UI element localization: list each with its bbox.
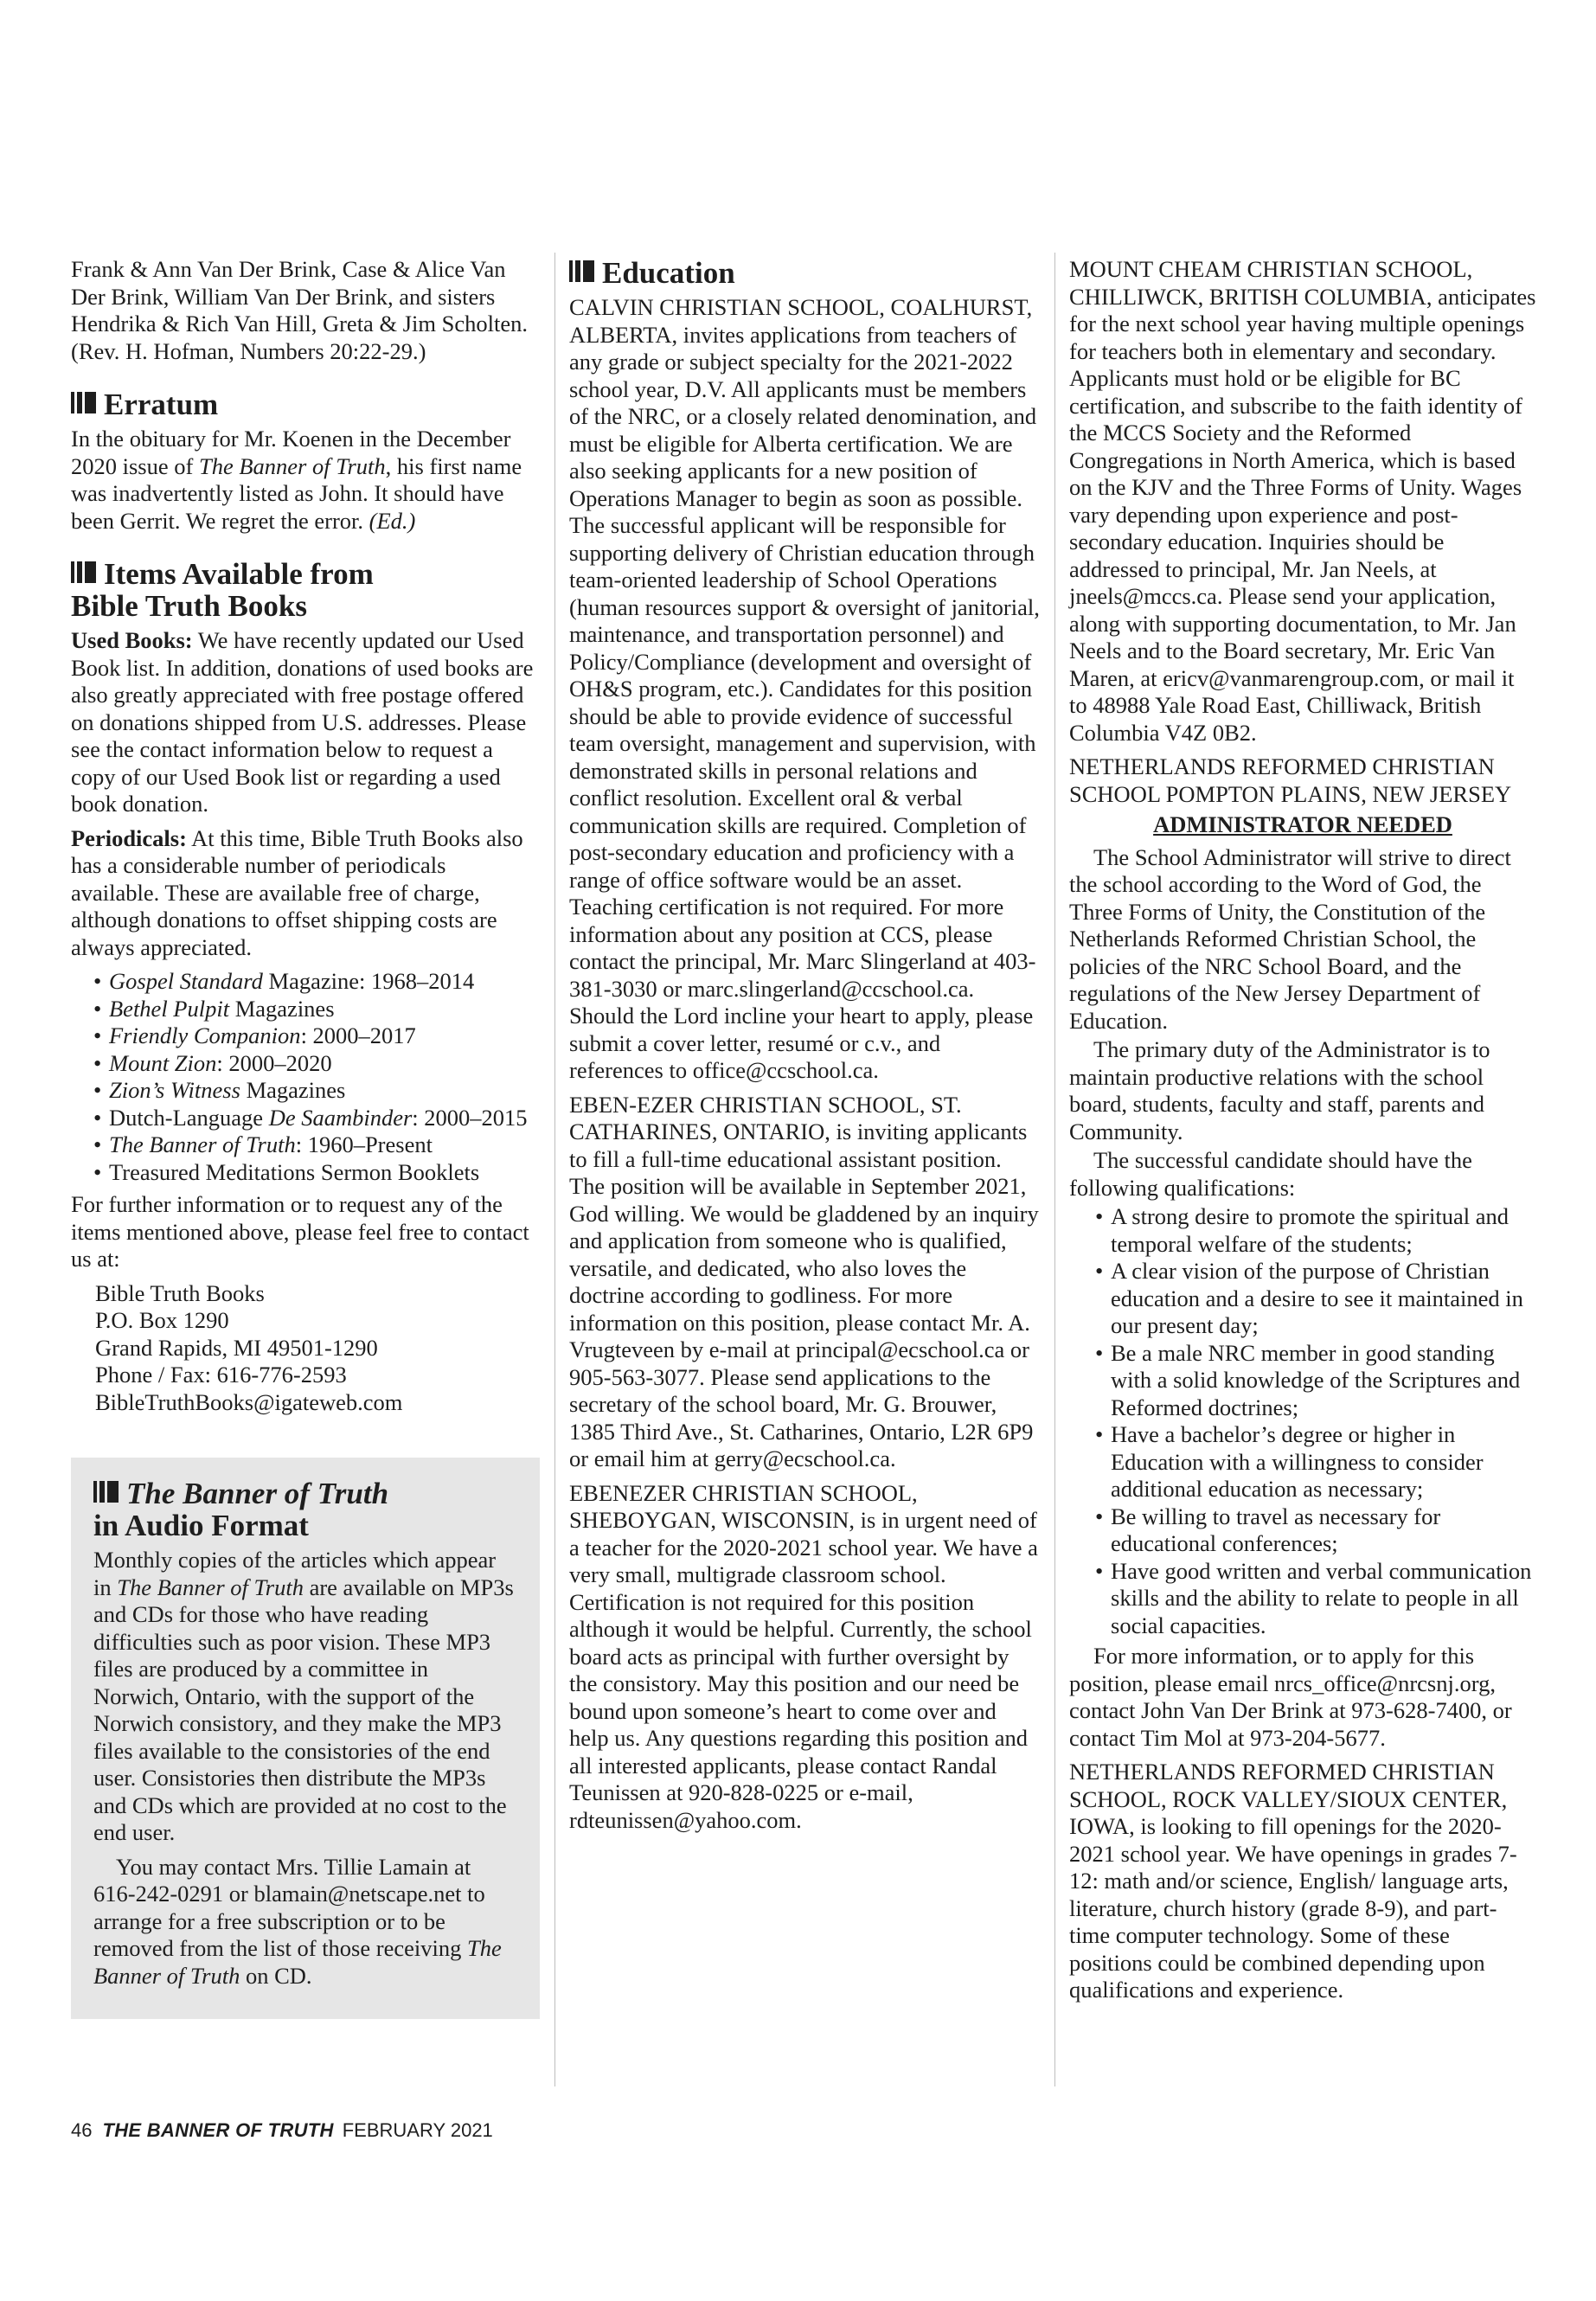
periodicals-paragraph: Periodicals: At this time, Bible Truth Books also has a considerable number of periodicals available. These are available free of charge, although donations to offset shipping costs are always appreciated. <box>71 824 523 960</box>
list-item: • Gospel Standard Magazine: 1968–2014 <box>93 968 540 996</box>
list-item: • Bethel Pulpit Magazines <box>93 996 540 1023</box>
periodicals-list <box>93 968 540 1186</box>
pompton-paragraph: The successful candidate should have the following qualifications: <box>1069 1147 1472 1201</box>
list-item: • Have a bachelor’s degree or higher in Education with a willingness to consider additional education as necessary; <box>1095 1421 1536 1503</box>
calvin-christian-ad: CALVIN CHRISTIAN SCHOOL, COALHURST, ALBERTA, invites applications from teachers of any grade or subject specialty for the 2021-2022 school year, D.V. All applicants must be members of the NRC, or a closely related denomination, and must be eligible for Alberta certification. We are also seeking applicants for a new position of Operations Manager to begin as soon as possible. The successful applicant will be responsible for supporting delivery of Christian education through team-oriented leadership of School Operations (human resources support & oversight of janitorial, maintenance, and transportation personnel) and Policy/Compliance (development and oversight of OH&S program, etc.). Candidates for this position should be able to provide evidence of successful team oversight, management and supervision, with demonstrated skills in personal relations and conflict resolution. Excellent oral & verbal communication skills are required. Completion of post-secondary education and proficiency with a range of office software would be an asset. Teaching certification is not required. For more information about any position at CCS, please contact the principal, Mr. Marc Slingerland at 403-381-3030 or marc.slingerland@ccschool.ca. Should the Lord incline your heart to apply, please submit a cover letter, resumé or c.v., and references to office@ccschool.ca. <box>569 294 1040 1083</box>
column-middle <box>569 256 1040 1841</box>
administrator-needed-heading: ADMINISTRATOR NEEDED <box>1153 811 1452 837</box>
list-item: • A strong desire to promote the spiritual and temporal welfare of the students; <box>1095 1203 1536 1258</box>
mount-cheam-ad: MOUNT CHEAM CHRISTIAN SCHOOL, CHILLIWCK, BRITISH COLUMBIA, anticipates for the next school year having multiple openings for teachers both in elementary and secondary. Applicants must hold or be eligible for BC certification, and subscribe to the faith identity of the MCCS Society and the Reformed Congregations in North America, which is based on the KJV and the Three Forms of Unity. Wages vary depending upon experience and post-secondary education. Inquiries should be addressed to principal, Mr. Jan Neels, at jneels@mccs.ca. Please send your application, along with supporting documentation, to Mr. Jan Neels and to the Board secretary, Mr. Eric Van Maren, at ericv@vanmarengroup.com, or mail it to 48988 Yale Road East, Chilliwack, British Columbia V4Z 0B2. <box>1069 256 1536 746</box>
audio-format-box <box>71 1458 540 2019</box>
used-books-paragraph: Used Books: We have recently updated our Used Book list. In addition, donations of used books are also greatly appreciated with free postage offered on donations shipped from U.S. addresses. Please see the contact information below to request a copy of our Used Book list or regarding a used book donation. <box>71 627 534 817</box>
address-line: Bible Truth Books <box>95 1279 265 1306</box>
education-heading: Education <box>569 256 1040 289</box>
section-marker-icon <box>71 388 99 420</box>
page-footer <box>71 2119 493 2142</box>
section-marker-icon <box>569 256 597 288</box>
address-line: Grand Rapids, MI 49501-1290 <box>95 1334 378 1361</box>
page-number: 46 <box>71 2119 93 2141</box>
bible-truth-books-heading: Items Available from Bible Truth Books <box>71 557 374 623</box>
list-item: • Mount Zion: 2000–2020 <box>93 1050 540 1078</box>
address-line: Phone / Fax: 616-776-2593 <box>95 1362 347 1388</box>
list-item: • Zion’s Witness Magazines <box>93 1077 540 1105</box>
qualifications-list <box>1095 1203 1536 1639</box>
address-line: P.O. Box 1290 <box>95 1307 229 1333</box>
audio-paragraph: Monthly copies of the articles which appear in The Banner of Truth are available on MP3s and CDs for those who have reading difficulties such as poor vision. These MP3 files are produced by a committee in Norwich, Ontario, with the support of the Norwich consistory, and they make the MP3 files available to the consistories of the end user. Consistories then distribute the MP3s and CDs which are provided at no cost to the end user. <box>93 1547 514 1845</box>
audio-contact-paragraph: You may contact Mrs. Tillie Lamain at 616-242-0291 or blamain@netscape.net to arrange for a free subscription or to be removed from the list of those receiving The Banner of Truth on CD. <box>93 1853 502 1989</box>
issue-date: FEBRUARY 2021 <box>342 2119 493 2141</box>
ebenezer-ad: EBENEZER CHRISTIAN SCHOOL, SHEBOYGAN, WISCONSIN, is in urgent need of a teacher for the 2020-2021 school year. We have a very small, multigrade classroom school. Certification is not required for this position although it would be helpful. Currently, the school board acts as principal with further oversight by the consistory. May this position and our need be bound upon someone’s heart to come over and help us. Any questions regarding this position and all interested applicants, please contact Randal Teunissen at 920-828-0225 or e-mail, rdteunissen@yahoo.com. <box>569 1479 1038 1833</box>
pompton-title: NETHERLANDS REFORMED CHRISTIAN SCHOOL POMPTON PLAINS, NEW JERSEY <box>1069 753 1512 807</box>
pompton-paragraph: The primary duty of the Administrator is to maintain productive relations with the school board, students, faculty and staff, parents and Community. <box>1069 1036 1490 1144</box>
list-item: • Be willing to travel as necessary for educational conferences; <box>1095 1503 1536 1558</box>
rock-valley-ad: NETHERLANDS REFORMED CHRISTIAN SCHOOL, ROCK VALLEY/SIOUX CENTER, IOWA, is looking to fill openings for the 2020-2021 school year. We have openings in grades 7-12: math and/or science, English/ language arts, literature, church history (grade 8-9), and part-time computer technology. Some of these positions could be combined depending upon qualifications and experience. <box>1069 1759 1517 2003</box>
magazine-title: THE BANNER OF TRUTH <box>102 2119 334 2141</box>
column-right <box>1069 256 1536 2011</box>
eben-ezer-ad: EBEN-EZER CHRISTIAN SCHOOL, ST. CATHARINES, ONTARIO, is inviting applicants to fill a full-time educational assistant position. The position will be available in September 2021, God willing. We would be gladdened by an inquiry and application from someone who is qualified, versatile, and dedicated, who also loves the doctrine according to godliness. For more information on this position, please contact Mr. A. Vrugteveen by e-mail at principal@ecschool.ca or 905-563-3077. Please send applications to the secretary of the school board, Mr. G. Brouwer, 1385 Third Ave., St. Catharines, Ontario, L2R 6P9 or email him at gerry@ecschool.ca. <box>569 1091 1039 1471</box>
obituary-tail: Frank & Ann Van Der Brink, Case & Alice Van Der Brink, William Van Der Brink, and sisters Hendrika & Rich Van Hill, Greta & Jim Scholten. (Rev. H. Hofman, Numbers 20:22-29.) <box>71 256 528 364</box>
column-left <box>71 256 540 2019</box>
list-item: • Dutch-Language De Saambinder: 2000–2015 <box>93 1105 540 1132</box>
erratum-heading: Erratum <box>71 388 540 420</box>
list-item: • Be a male NRC member in good standing with a solid knowledge of the Scriptures and Reformed doctrines; <box>1095 1340 1536 1422</box>
section-marker-icon <box>93 1477 121 1509</box>
list-item: • Treasured Meditations Sermon Booklets <box>93 1159 540 1187</box>
pompton-contact: For more information, or to apply for this position, please email nrcs_office@nrcsnj.org, contact John Van Der Brink at 973-628-7400, or contact Tim Mol at 973-204-5677. <box>1069 1643 1512 1751</box>
list-item: • Friendly Companion: 2000–2017 <box>93 1022 540 1050</box>
list-item: • Have good written and verbal communication skills and the ability to relate to people in all social capacities. <box>1095 1558 1536 1640</box>
further-info-text: For further information or to request any of the items mentioned above, please feel free to contact us at: <box>71 1191 529 1272</box>
address-email: BibleTruthBooks@igateweb.com <box>95 1388 403 1415</box>
column-divider <box>554 253 555 2086</box>
pompton-paragraph: The School Administrator will strive to direct the school according to the Word of God, the Three Forms of Unity, the Constitution of the Netherlands Reformed Christian School, the policies of the NRC School Board, and the regulations of the New Jersey Department of Education. <box>1069 843 1511 1034</box>
audio-format-heading: The Banner of Truth in Audio Format <box>93 1477 389 1542</box>
list-item: • The Banner of Truth: 1960–Present <box>93 1131 540 1159</box>
section-marker-icon <box>71 557 99 589</box>
erratum-text: In the obituary for Mr. Koenen in the December 2020 issue of The Banner of Truth, his first name was inadvertently listed as John. It should have been Gerrit. We regret the error. (Ed.) <box>71 426 522 534</box>
contact-address <box>95 1280 540 1417</box>
list-item: • A clear vision of the purpose of Christian education and a desire to see it maintained in our present day; <box>1095 1258 1536 1340</box>
column-divider <box>1054 253 1055 2086</box>
